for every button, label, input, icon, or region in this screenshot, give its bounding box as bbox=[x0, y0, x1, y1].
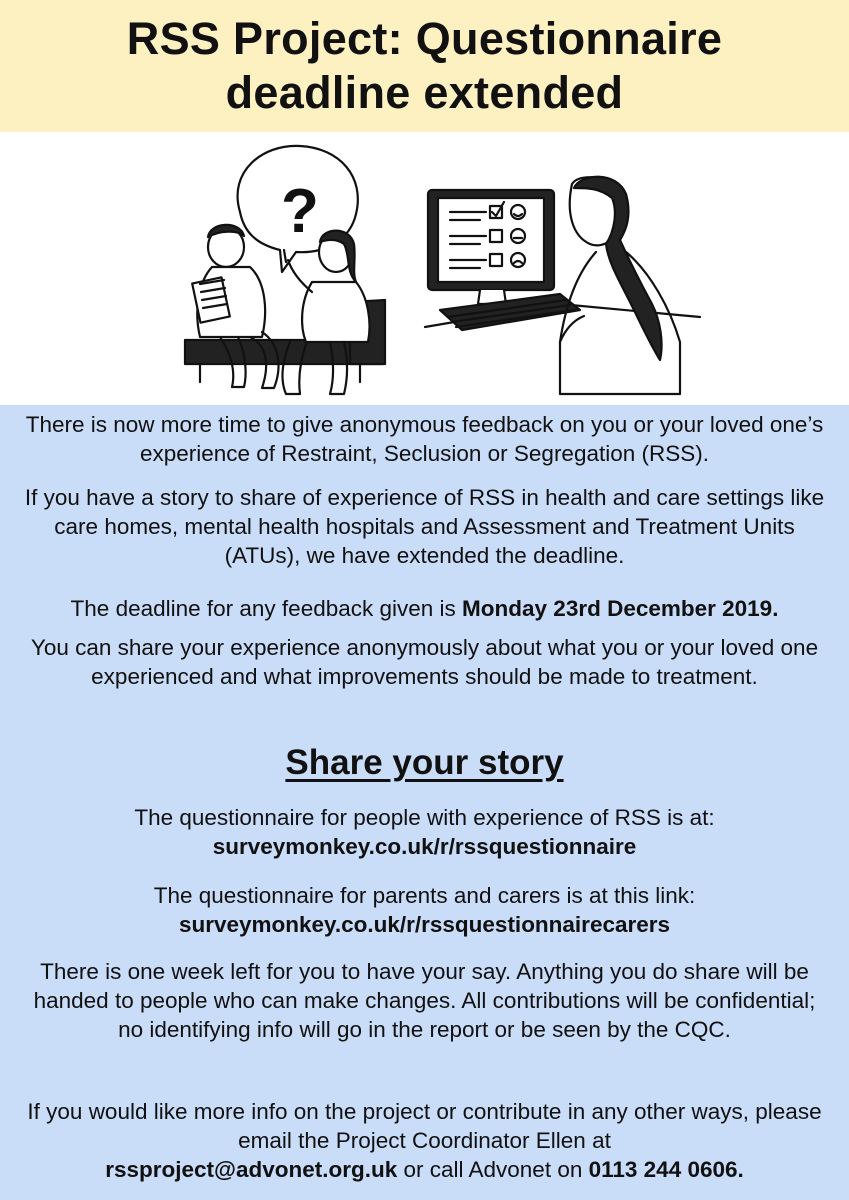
title-line-2: deadline extended bbox=[225, 67, 624, 118]
confidential-paragraph: There is one week left for you to have your say. Anything you do share will be handed to people who can make changes. All contributions will be confidential; no identifying info will go in the report or be seen by the CQC. bbox=[33, 959, 816, 1042]
deadline-text: The deadline for any feedback given is bbox=[70, 596, 463, 621]
share-heading: Share your story bbox=[285, 743, 564, 782]
anonymous-paragraph: You can share your experience anonymously about what you or your loved one experienced and what improvements should be made to treatment. bbox=[30, 635, 819, 689]
contact-text: If you would like more info on the project or contribute in any other ways, please email the Project Coordinator Ellen at bbox=[27, 1099, 822, 1153]
phone-number: 0113 244 0606. bbox=[588, 1157, 744, 1182]
questionnaire-rss-text: The questionnaire for people with experience of RSS is at: bbox=[134, 805, 715, 830]
title-line-1: RSS Project: Questionnaire bbox=[126, 13, 723, 64]
contact-middle-text: or call Advonet on bbox=[397, 1157, 589, 1182]
svg-text:?: ? bbox=[281, 177, 319, 246]
contact-paragraph bbox=[20, 1097, 829, 1184]
illustration-svg bbox=[0, 132, 849, 405]
questionnaire-carers-text: The questionnaire for parents and carers is at this link: bbox=[153, 883, 696, 908]
header-banner bbox=[0, 0, 849, 132]
content-panel bbox=[0, 405, 849, 1200]
two-people-talking-illustration bbox=[185, 146, 385, 394]
deadline-paragraph bbox=[20, 594, 829, 623]
questionnaire-carers-paragraph bbox=[20, 881, 829, 939]
intro-paragraph: There is now more time to give anonymous feedback on you or your loved one’s experience of Restraint, Seclusion or Segregation (RSS). bbox=[25, 412, 824, 466]
person-at-computer-survey-illustration bbox=[425, 177, 700, 394]
questionnaire-rss-link[interactable]: surveymonkey.co.uk/r/rssquestionnaire bbox=[212, 834, 637, 859]
questionnaire-rss-paragraph bbox=[20, 803, 829, 861]
email-link[interactable]: rssproject@advonet.org.uk bbox=[105, 1157, 398, 1182]
page-title bbox=[127, 12, 722, 120]
questionnaire-carers-link[interactable]: surveymonkey.co.uk/r/rssquestionnairecarers bbox=[178, 912, 671, 937]
story-paragraph: If you have a story to share of experience of RSS in health and care settings like care homes, mental health hospitals and Assessment and Treatment Units (ATUs), we have extended the deadline. bbox=[24, 485, 825, 568]
illustration-area bbox=[0, 132, 849, 405]
deadline-date: Monday 23rd December 2019. bbox=[462, 596, 779, 621]
